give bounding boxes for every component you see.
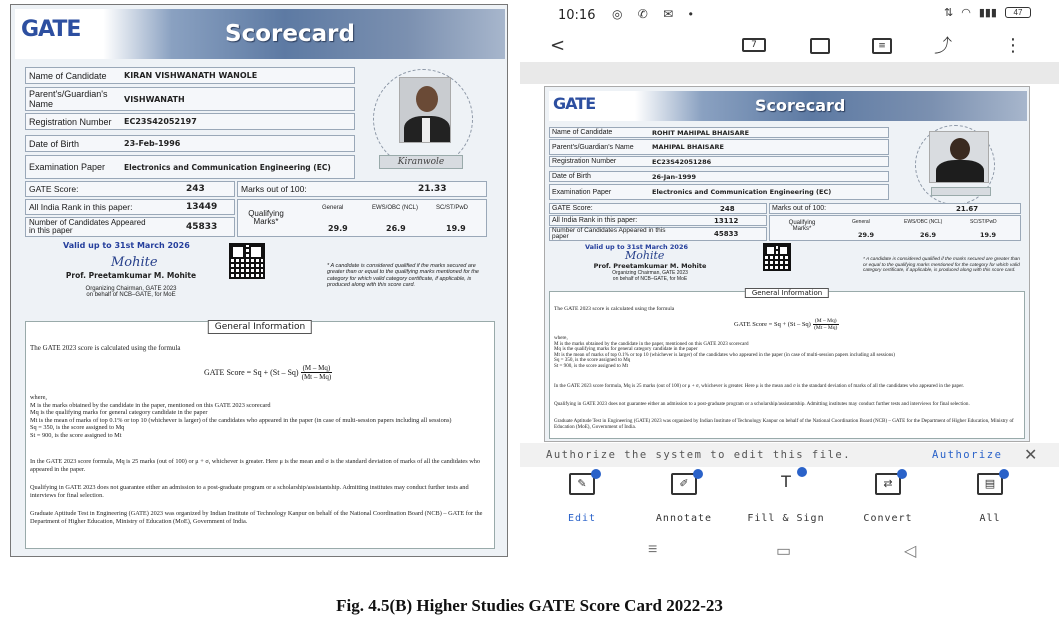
- exam-paper-row: Examination Paper Electronics and Communication Engineering (EC): [25, 155, 355, 179]
- air-value: 13449: [186, 202, 218, 212]
- back-icon[interactable]: <: [550, 34, 566, 56]
- qualifying-block: Qualifying Marks* General EWS/OBC (NCL) SC/ST/PwD 29.9 26.9 19.9: [237, 199, 487, 237]
- registration-number: EC23S42052197: [124, 117, 197, 126]
- marks-value-b: 21.67: [956, 204, 979, 213]
- edit-icon: ✎: [569, 473, 595, 495]
- validity-text-b: Valid up to 31st March 2026: [585, 243, 688, 251]
- tool-fill-sign[interactable]: T Fill & Sign: [746, 473, 826, 524]
- general-information: General Information The GATE 2023 score is calculated using the formula GATE Score = Sq + (St – Sq) $\frac{(M - Mq)}{(Mt - Mq)}$ where, M is the marks obtained by the candidate in the paper, mentioned on this GATE 2023 scorecard Mq is the qualifying marks for general category candidate in the paper Mt is the mean of marks of top 0.1% or top 10 (whichever is larger) of the candidates who appeared in the paper (in case of multi-session papers including all sessions) Sq = 350, is the score assigned to Mq St = 900, is the score assigned to Mt In the GATE 2023 score formula, Mq is 25 marks (out of 100) or μ + σ, whichever is greater. Here μ is the mean and σ is the standard deviation of marks of all the candidates who appeared in the paper. Qualifying in GATE 2023 does not guarantee either an admission to a post-graduate program or a scholarship/assistantship. Admitting institutes may conduct further tests and interviews for final selection. Graduate Aptitude Test in Engineering (GATE) 2023 was organized by Indian Institute of Technology Kanpur on behalf of the National Coordination Board (NCB) – GATE for the Department of Higher Education, Ministry of Education (MoE), Government of India.: [25, 321, 495, 549]
- guardian-name-row: Parent's/Guardian's Name VISHWANATH: [25, 87, 355, 111]
- general-information-b: General Information The GATE 2023 score is calculated using the formula GATE Score = Sq + (St – Sq) $\frac{(M - Mq)}{(Mt - Mq)}$ where, M is the marks obtained by the candidate in the paper, mentioned on this GATE 2023 scorecard Mq is the qualifying marks for general category candidate in the paper Mt is the mean of marks of top 0.1% or top 10 (whichever is larger) of the candidates who appeared in the paper (in case of multi-session papers including all sessions) Sq = 350, is the score assigned to Mq St = 900, is the score assigned to Mt In the GATE 2023 score formula, Mq is 25 marks (out of 100) or μ + σ, whichever is greater. Here μ is the mean and σ is the standard deviation of marks of all the candidates who appeared in the paper. Qualifying in GATE 2023 does not guarantee either an admission to a post-graduate program or a scholarship/assistantship. Admitting institutes may conduct further tests and interviews for final selection. Graduate Aptitude Test in Engineering (GATE) 2023 was organized by Indian Institute of Technology Kanpur on behalf of the National Coordination Board (NCB) – GATE for the Department of Higher Education, Ministry of Education (MoE), Government of India.: [549, 291, 1025, 439]
- viewer-gutter: [520, 62, 1059, 84]
- qr-code: [229, 243, 265, 279]
- system-icons: [944, 6, 1031, 19]
- android-navbar: [520, 537, 1059, 565]
- phone-screenshot: [520, 0, 1059, 565]
- tool-annotate[interactable]: ✐ Annotate: [644, 473, 724, 524]
- authorize-button[interactable]: Authorize: [932, 449, 1003, 461]
- formula-definitions: where, M is the marks obtained by the candidate in the paper, mentioned on this GATE 2023 scorecard Mq is the qualifying marks for general category candidate in the paper Mt is the mean of marks of top 0.1% or top 10 (whichever is larger) of the candidates who appeared in the paper (in case of multi-session papers including all sessions) Sq = 350, is the score assigned to Mq St = 900, is the score assigned to Mt: [30, 394, 452, 439]
- notification-icons: ◎ ✆ ✉ •: [612, 7, 699, 21]
- guardian-name: VISHWANATH: [124, 94, 185, 104]
- candidate-name-row: Name of Candidate KIRAN VISHWANATH WANOLE: [25, 67, 355, 84]
- data-icon: ⇅: [944, 7, 954, 19]
- marks-value: 21.33: [418, 184, 447, 194]
- candidate-name-b: ROHIT MAHIPAL BHAISARE: [652, 128, 750, 137]
- tool-convert[interactable]: ⇄ Convert: [848, 473, 928, 524]
- qual-ews-obc: 26.9: [386, 224, 406, 233]
- candidates-value: 45833: [186, 222, 218, 232]
- status-bar: [520, 0, 1059, 30]
- score-formula: GATE Score = Sq + (St – Sq) $\frac{(M - Mq)}{(Mt - Mq)}$: [204, 364, 332, 381]
- candidates-row: Number of Candidates Appeared in this paper 45833: [25, 217, 235, 237]
- qual-sc-st: 19.9: [446, 224, 466, 233]
- gate-logo: GATE: [21, 17, 81, 42]
- home-nav-icon[interactable]: ▭: [776, 543, 792, 560]
- qualification-note-b: * A candidate is considered qualified if the marks secured are greater than or equal to the qualifying marks mentioned for the category for which valid category certificate, if applicable, is produced along with this score card.: [863, 257, 1020, 274]
- chairman-signature: Mohite: [111, 255, 158, 270]
- more-icon[interactable]: ⋮: [1004, 34, 1022, 56]
- all-tools-icon: ▤: [977, 473, 1003, 495]
- tools-toolbar: [520, 467, 1059, 537]
- score-formula-b: GATE Score = Sq + (St – Sq) $\frac{(M - Mq)}{(Mt - Mq)}$: [734, 318, 838, 331]
- wifi-icon: ◠: [961, 7, 971, 19]
- scorecard-banner: [15, 9, 505, 59]
- candidate-photo-b: [929, 131, 989, 183]
- chairman-signature-b: Mohite: [625, 249, 665, 262]
- close-icon[interactable]: ✕: [1024, 447, 1038, 464]
- candidates-value-b: 45833: [714, 230, 739, 238]
- dob-row: Date of Birth 23-Feb-1996: [25, 135, 355, 152]
- share-icon[interactable]: ⤴: [934, 36, 952, 57]
- gate-logo-b: GATE: [553, 94, 596, 113]
- candidate-name: KIRAN VISHWANATH WANOLE: [124, 71, 258, 80]
- gate-score-value-b: 248: [720, 204, 735, 213]
- candidate-photo: [399, 77, 451, 143]
- registration-row: Registration Number EC23S42052197: [25, 113, 355, 130]
- candidate-signature-b: [931, 187, 991, 196]
- authorize-message: Authorize the system to edit this file.: [546, 449, 852, 461]
- gate-score-value: 243: [186, 184, 205, 194]
- banner-title-b: Scorecard: [755, 96, 846, 115]
- convert-icon: ⇄: [875, 473, 901, 495]
- tool-all[interactable]: ▤ All: [950, 473, 1030, 524]
- qual-general: 29.9: [328, 224, 348, 233]
- air-row: All India Rank in this paper: 13449: [25, 199, 235, 215]
- gate-score-row: GATE Score: 243: [25, 181, 235, 197]
- back-nav-icon[interactable]: ◁: [904, 543, 917, 560]
- status-time: 10:16: [558, 8, 596, 23]
- battery-icon: 47: [1005, 7, 1031, 18]
- menu-nav-icon[interactable]: ≡: [648, 541, 658, 558]
- air-value-b: 13112: [714, 216, 739, 225]
- date-of-birth-b: 26-Jan-1999: [652, 172, 696, 181]
- chairman-block-b: Prof. Preetamkumar M. Mohite Organizing Chairman, GATE 2023 on behalf of NCB–GATE, for MoE: [593, 262, 707, 282]
- exam-paper-b: Electronics and Communication Engineering (EC): [652, 187, 832, 196]
- exam-paper: Electronics and Communication Engineering (EC): [124, 162, 331, 172]
- scorecard-left: [10, 4, 508, 557]
- fullscreen-icon[interactable]: [810, 38, 830, 54]
- tool-edit[interactable]: ✎ Edit: [542, 473, 622, 524]
- signal-icon: ▮▮▮: [978, 7, 997, 19]
- validity-text: Valid up to 31st March 2026: [63, 241, 190, 250]
- qr-code-b: [763, 243, 791, 271]
- banner-title: Scorecard: [225, 21, 355, 47]
- annotate-icon: ✐: [671, 473, 697, 495]
- qualification-note: * A candidate is considered qualified if the marks secured are greater than or equal to the qualifying marks mentioned for the category for which valid category certificate, if applicable, is produced along with this score card.: [327, 263, 479, 288]
- scorecard-banner-b: [549, 91, 1027, 121]
- view-mode-icon[interactable]: ≡: [872, 38, 892, 54]
- app-toolbar: [520, 30, 1059, 62]
- candidate-signature: Kiranwole: [379, 155, 463, 169]
- date-of-birth: 23-Feb-1996: [124, 139, 181, 148]
- registration-number-b: EC23S42051286: [652, 157, 712, 166]
- general-information-title: General Information: [208, 320, 312, 334]
- chairman-block: Prof. Preetamkumar M. Mohite Organizing Chairman, GATE 2023 on behalf of NCB–GATE, for MoE: [65, 271, 197, 298]
- marks-row: Marks out of 100: 21.33: [237, 181, 487, 197]
- fill-sign-icon: T: [773, 473, 799, 495]
- authorize-bar: [520, 443, 1059, 467]
- guardian-name-b: MAHIPAL BHAISARE: [652, 143, 724, 151]
- scorecard-right: GATE Scorecard Name of Candidate ROHIT MAHIPAL BHAISARE Parent's/Guardian's Name MAHIPAL BHAISARE Registration Number EC23S42051286 Date of Birth 26-Jan-1999 Examination Paper Electronics and Communication Engineering (EC) GATE Score: 248 Marks out of 100: 21.67 All India Rank in this paper: 13112 Number of Candidates Appeared in this paper 45833 Qualifying Marks* General EWS/OBC (NCL) SC/ST/PwD 29.9 26.9 19.9 Valid up to 31st March 2026 Mohite Prof. Preetamkumar M. Mohite Organizing Chairman, GATE 2023 on behalf of NCB–GATE, for MoE * A candidate is considered qualified if the marks secured are greater than or equal to the qualifying marks mentioned for the category for which valid category certificate, if applicable, is produced along with this score card. General Information The GATE 2023 score is calculated using the formula GATE Score = Sq + (St – Sq) $\frac{(M - Mq)}{(Mt - Mq)}$ where, M is the marks obtained by the candidate in the paper, mentioned on this GATE 2023 scorecard Mq is the qualifying marks for general category candidate in the paper Mt is the mean of marks of top 0.1% or top 10 (whichever is larger) of the candidates who appeared in the paper (in case of multi-session papers including all sessions) Sq = 350, is the score assigned to Mq St = 900, is the score assigned to Mt In the GATE 2023 score formula, Mq is 25 marks (out of 100) or μ + σ, whichever is greater. Here μ is the mean and σ is the standard deviation of marks of all the candidates who appeared in the paper. Qualifying in GATE 2023 does not guarantee either an admission to a post-graduate program or a scholarship/assistantship. Admitting institutes may conduct further tests and interviews for final selection. Graduate Aptitude Test in Engineering (GATE) 2023 was organized by Indian Institute of Technology Kanpur on behalf of the National Coordination Board (NCB) – GATE for the Department of Higher Education, Ministry of Education (MoE), Government of India.: [544, 86, 1030, 442]
- figure-caption: Fig. 4.5(B) Higher Studies GATE Score Card 2022-23: [336, 596, 723, 615]
- page-count-icon[interactable]: 7: [742, 38, 766, 52]
